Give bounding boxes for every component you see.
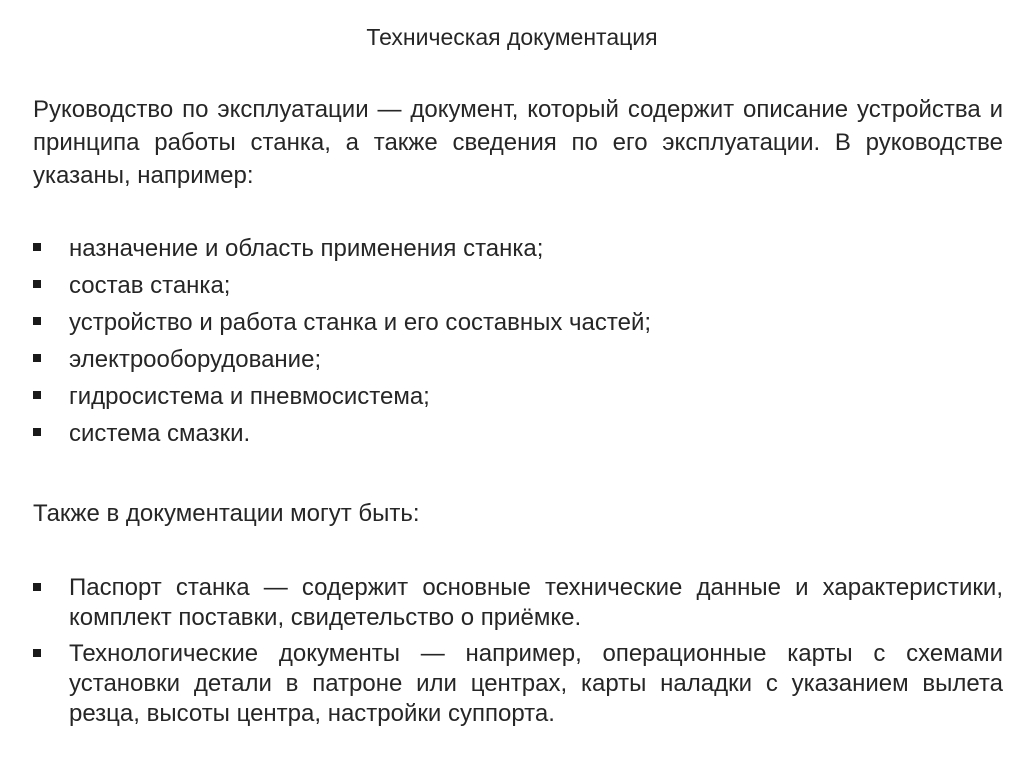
- intro-paragraph: Руководство по эксплуатации — документ, который содержит описание устройства и принципа работы станка, а также сведения по его эксплуатации. В руководстве указаны, например:: [33, 96, 1003, 189]
- square-bullet-icon: [33, 649, 41, 657]
- square-bullet-icon: [33, 243, 41, 251]
- square-bullet-icon: [33, 428, 41, 436]
- list-item-text: состав станка;: [69, 272, 231, 299]
- square-bullet-icon: [33, 354, 41, 362]
- list-item-text: гидросистема и пневмосистема;: [69, 383, 430, 410]
- manual-contents-list: [33, 230, 1003, 452]
- slide-title: Техническая документация: [366, 24, 658, 50]
- square-bullet-icon: [33, 583, 41, 591]
- square-bullet-icon: [33, 317, 41, 325]
- list-item: [33, 378, 1003, 415]
- list-item-text: устройство и работа станка и его составных частей;: [69, 309, 652, 336]
- list-item: [33, 415, 1003, 452]
- list-item-text: Технологические документы — например, операционные карты с схемами установки детали в патроне или центрах, карты наладки с указанием вылета резца, высоты центра, настройки суппорта.: [69, 640, 1003, 727]
- list-item: [33, 304, 1003, 341]
- also-paragraph: Также в документации могут быть:: [33, 500, 420, 527]
- square-bullet-icon: [33, 280, 41, 288]
- list-item: [33, 573, 1003, 633]
- list-item-text: система смазки.: [69, 420, 251, 447]
- list-item: [33, 639, 1003, 729]
- documents-list: [33, 573, 1003, 735]
- list-item-text: назначение и область применения станка;: [69, 235, 544, 262]
- list-item: [33, 267, 1003, 304]
- square-bullet-icon: [33, 391, 41, 399]
- list-item-text: Паспорт станка — содержит основные технические данные и характеристики, комплект поставки, свидетельство о приёмке.: [69, 574, 1003, 631]
- list-item-text: электрооборудование;: [69, 346, 322, 373]
- list-item: [33, 341, 1003, 378]
- list-item: [33, 230, 1003, 267]
